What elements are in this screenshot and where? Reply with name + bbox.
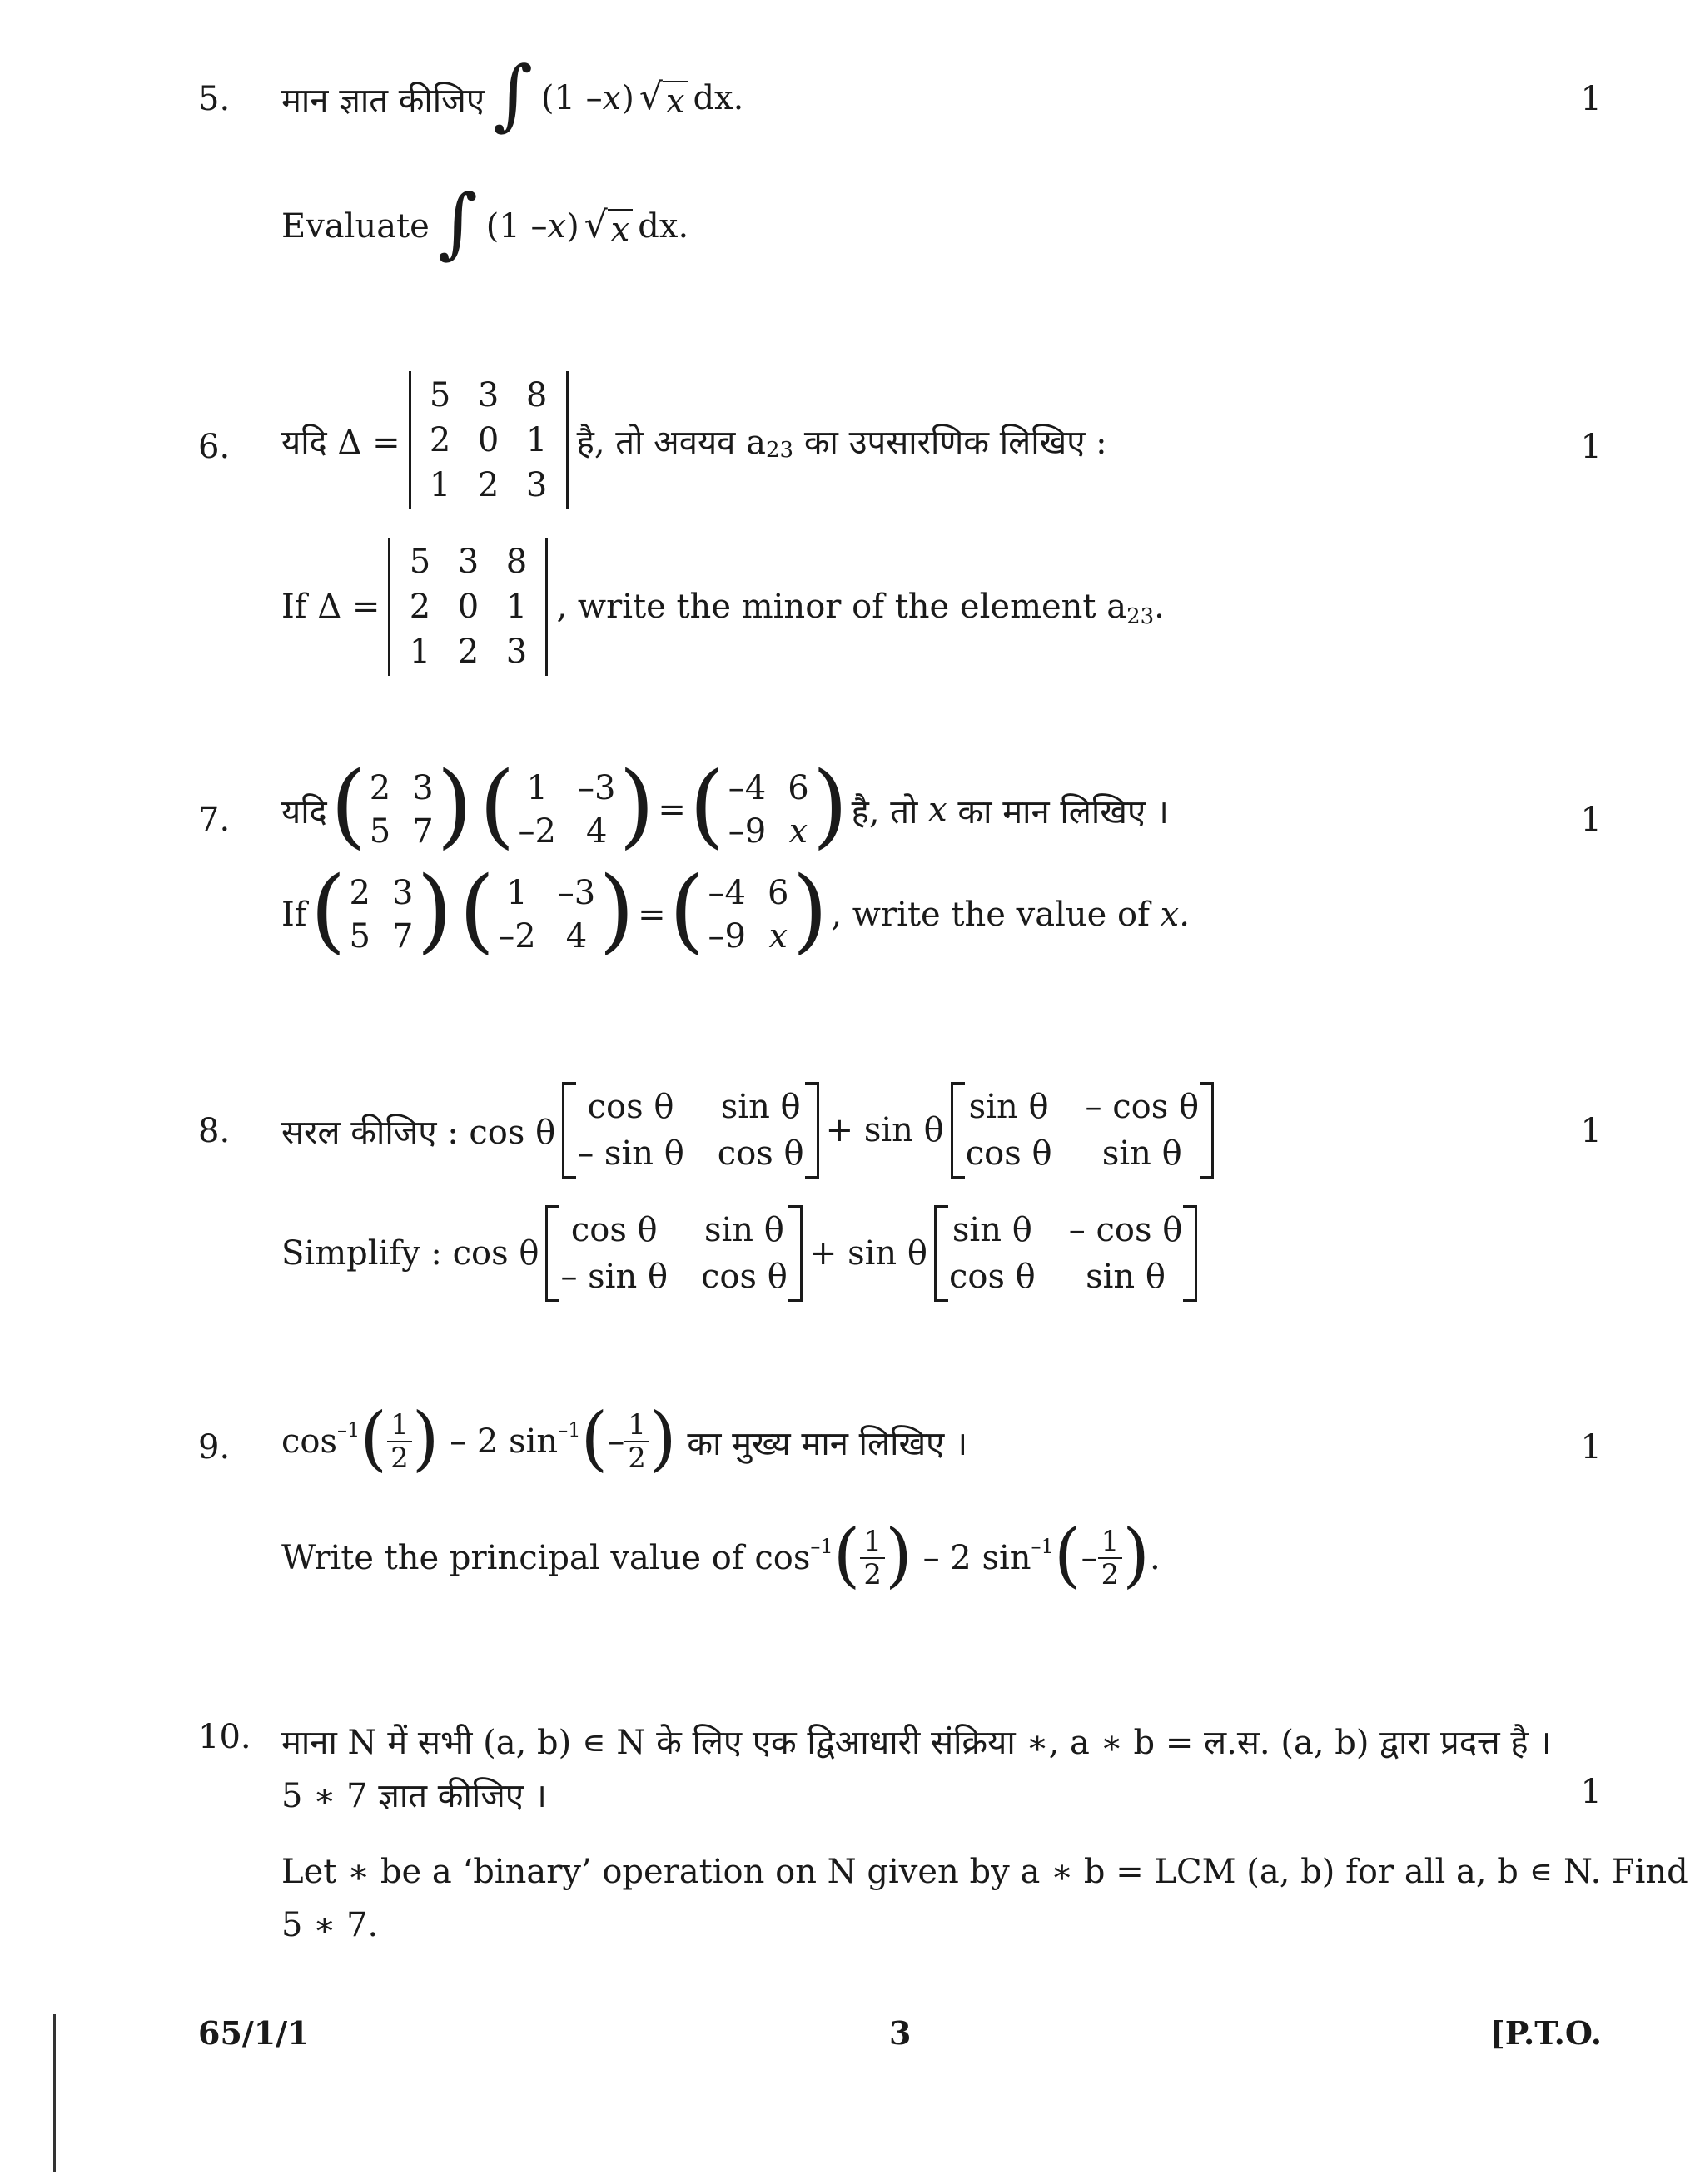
equals-sign: = bbox=[638, 896, 666, 934]
integral-sign: ∫ bbox=[492, 50, 533, 139]
marks-q10: 1 bbox=[1580, 1773, 1602, 1811]
matrix-cell: 3 bbox=[505, 633, 528, 671]
determinant-matrix bbox=[388, 538, 548, 676]
q7-hindi-suffix: है, तो bbox=[851, 792, 918, 831]
q6-english bbox=[281, 538, 1165, 676]
matrix-cell: 7 bbox=[391, 917, 414, 956]
q5-integrand-mid: ) bbox=[566, 207, 579, 246]
minus-two-sin: – 2 sin bbox=[922, 1539, 1031, 1577]
matrix-cell: –4 bbox=[708, 874, 746, 912]
q10-hindi-line1: माना N में सभी (a, b) ∊ N के लिए एक द्विआधारी संक्रिया ∗, a ∗ b = ल.स. (a, b) द्वारा प्रदत्त है । bbox=[281, 1724, 1552, 1762]
matrix-cell: –3 bbox=[557, 874, 596, 912]
cos-inverse: cos bbox=[754, 1539, 811, 1577]
matrix-cell: 5 bbox=[369, 812, 391, 851]
matrix-cell: cos θ bbox=[701, 1258, 788, 1296]
q5-radicand: x bbox=[608, 209, 634, 249]
question-number-9: 9. bbox=[198, 1428, 231, 1467]
q7-english-suffix: , write the value of bbox=[831, 896, 1150, 934]
matrix-cell: cos θ bbox=[570, 1211, 658, 1249]
integral-sign: ∫ bbox=[437, 178, 478, 267]
determinant-matrix bbox=[409, 371, 569, 509]
question-number-7: 7. bbox=[198, 801, 231, 839]
matrix-cell: 3 bbox=[391, 874, 414, 912]
q7-english-prefix: If bbox=[281, 896, 307, 934]
matrix-cell: 2 bbox=[457, 633, 480, 671]
question-number-6: 6. bbox=[198, 428, 231, 466]
inverse-exponent: –1 bbox=[558, 1418, 581, 1442]
fraction-denominator: 2 bbox=[863, 1558, 882, 1591]
matrix-cell: 5 bbox=[429, 376, 451, 414]
matrix-cell: sin θ bbox=[968, 1088, 1049, 1126]
question-number-8: 8. bbox=[198, 1112, 231, 1150]
q5-english-prefix: Evaluate bbox=[281, 207, 430, 246]
minus-two-sin: – 2 sin bbox=[450, 1422, 559, 1461]
marks-q8: 1 bbox=[1580, 1112, 1602, 1150]
fraction-numerator: 1 bbox=[387, 1409, 412, 1442]
matrix-cell: –2 bbox=[498, 917, 536, 956]
matrix-c: ( –4 6 –9 x ) bbox=[669, 856, 828, 963]
matrix-cell: 8 bbox=[505, 543, 528, 581]
matrix-2 bbox=[934, 1205, 1197, 1302]
q5-dx: dx. bbox=[693, 79, 744, 117]
q5-english bbox=[281, 178, 689, 267]
matrix-cell: 1 bbox=[429, 466, 451, 504]
q6-english-sub: 23 bbox=[1126, 604, 1155, 629]
sqrt-x: √ x bbox=[639, 76, 688, 121]
q8-english-prefix: Simplify : cos θ bbox=[281, 1234, 539, 1273]
matrix-cell: cos θ bbox=[948, 1258, 1036, 1296]
negative-sign: – bbox=[608, 1422, 625, 1461]
marks-q9: 1 bbox=[1580, 1428, 1602, 1467]
matrix-cell: –3 bbox=[577, 769, 616, 807]
matrix-cell: 4 bbox=[585, 812, 608, 851]
paper-code: 65/1/1 bbox=[198, 2014, 310, 2052]
fraction-numerator: 1 bbox=[624, 1409, 649, 1442]
q9-hindi-tail: का मुख्य मान लिखिए । bbox=[687, 1424, 968, 1463]
marks-q5: 1 bbox=[1580, 80, 1602, 118]
matrix-cell: 3 bbox=[525, 466, 548, 504]
marks-q7: 1 bbox=[1580, 801, 1602, 839]
matrix-cell: 1 bbox=[506, 874, 528, 912]
negative-sign: – bbox=[1081, 1539, 1098, 1577]
inverse-exponent: –1 bbox=[810, 1535, 833, 1558]
matrix-cell: 0 bbox=[457, 588, 480, 626]
q8-plus-sin: + sin θ bbox=[808, 1234, 927, 1273]
matrix-cell: –4 bbox=[728, 769, 767, 807]
matrix-cell: – cos θ bbox=[1068, 1211, 1183, 1249]
q7-hindi-var: x bbox=[928, 791, 947, 829]
matrix-cell: –9 bbox=[708, 917, 746, 956]
q10-english-line1: Let ∗ be a ‘binary’ operation on N given by a ∗ b = LCM (a, b) for all a, b ∊ N. Find bbox=[281, 1853, 1688, 1891]
matrix-cell: 1 bbox=[525, 421, 548, 459]
q7-hindi-prefix: यदि bbox=[281, 792, 327, 831]
q7-hindi-tail: का मान लिखिए । bbox=[957, 792, 1169, 831]
q8-plus-sin: + sin θ bbox=[825, 1111, 944, 1149]
matrix-cell: 0 bbox=[477, 421, 500, 459]
q6-english-suffix: , write the minor of the element a bbox=[556, 588, 1127, 626]
q7-hindi bbox=[281, 752, 1169, 858]
fraction-half bbox=[624, 1409, 649, 1474]
matrix-cell: 6 bbox=[768, 874, 789, 912]
q5-var-x: x bbox=[602, 79, 622, 117]
q5-radicand: x bbox=[663, 81, 688, 121]
q8-hindi-prefix: सरल कीजिए : cos θ bbox=[281, 1113, 556, 1152]
q8-english bbox=[281, 1205, 1204, 1302]
matrix-cell: 7 bbox=[412, 812, 434, 851]
matrix-cell: cos θ bbox=[965, 1134, 1052, 1173]
matrix-cell: cos θ bbox=[717, 1134, 804, 1173]
q10-hindi-line2: 5 ∗ 7 ज्ञात कीजिए । bbox=[281, 1777, 547, 1815]
q6-hindi-tail: का उपसारणिक लिखिए : bbox=[803, 423, 1107, 462]
page-number: 3 bbox=[889, 2014, 912, 2052]
matrix-cell: cos θ bbox=[587, 1088, 674, 1126]
q9-english-prefix: Write the principal value of bbox=[281, 1539, 744, 1577]
cos-inverse: cos bbox=[281, 1422, 338, 1461]
q6-hindi-suffix: है, तो अवयव a bbox=[576, 423, 766, 462]
q6-hindi-sub: 23 bbox=[766, 438, 794, 463]
matrix-cell: 2 bbox=[477, 466, 500, 504]
matrix-cell: – sin θ bbox=[577, 1134, 684, 1173]
matrix-cell: 2 bbox=[429, 421, 451, 459]
q6-hindi-prefix: यदि Δ = bbox=[281, 423, 400, 462]
matrix-cell: sin θ bbox=[952, 1211, 1032, 1249]
matrix-cell: 2 bbox=[349, 874, 370, 912]
q6-hindi bbox=[281, 371, 1107, 509]
fraction-denominator: 2 bbox=[628, 1442, 646, 1475]
matrix-1 bbox=[562, 1082, 818, 1179]
matrix-cell: 8 bbox=[525, 376, 548, 414]
fraction-numerator: 1 bbox=[1098, 1526, 1123, 1559]
matrix-cell: sin θ bbox=[720, 1088, 801, 1126]
inverse-exponent: –1 bbox=[1031, 1535, 1054, 1558]
matrix-cell: – sin θ bbox=[560, 1258, 669, 1296]
matrix-b: ( 1 –3 –2 4 ) bbox=[459, 856, 635, 963]
matrix-cell: –9 bbox=[728, 812, 767, 851]
matrix-2 bbox=[951, 1082, 1214, 1179]
matrix-c: ( –4 6 –9 x ) bbox=[688, 752, 848, 858]
q5-hindi-prefix: मान ज्ञात कीजिए bbox=[281, 81, 485, 120]
q8-hindi bbox=[281, 1082, 1220, 1179]
matrix-cell: –2 bbox=[518, 812, 556, 851]
matrix-cell: 6 bbox=[788, 769, 809, 807]
q5-var-x: x bbox=[547, 207, 567, 246]
q9-english: Write the principal value of cos –1 ( $\frac{1}{2}$ ) – 2 sin –1 ( – $\frac{1}{2}$ ) . bbox=[281, 1514, 1161, 1596]
fraction-half bbox=[860, 1526, 885, 1591]
q5-integrand-left: (1 – bbox=[485, 207, 548, 246]
fraction-half bbox=[1098, 1526, 1123, 1591]
equals-sign: = bbox=[658, 791, 686, 829]
matrix-cell: sin θ bbox=[1086, 1258, 1166, 1296]
matrix-cell: 3 bbox=[477, 376, 500, 414]
q7-english bbox=[281, 856, 1190, 963]
sqrt-x: √ x bbox=[584, 204, 634, 249]
matrix-a: ( 2 3 5 7 ) bbox=[330, 752, 473, 858]
question-number-5: 5. bbox=[198, 80, 231, 118]
q9-hindi: cos –1 ( $\frac{1}{2}$ ) – 2 sin –1 ( – $\frac{1}{2}$ ) का मुख्य मान लिखिए । bbox=[281, 1397, 968, 1479]
matrix-cell: 4 bbox=[565, 917, 588, 956]
q9-english-tail: . bbox=[1150, 1539, 1161, 1577]
matrix-cell: x bbox=[768, 917, 788, 956]
q10-english-line2: 5 ∗ 7. bbox=[281, 1906, 379, 1944]
matrix-a: ( 2 3 5 7 ) bbox=[310, 856, 453, 963]
fraction-numerator: 1 bbox=[860, 1526, 885, 1559]
matrix-cell: sin θ bbox=[1101, 1134, 1182, 1173]
inverse-exponent: –1 bbox=[337, 1418, 360, 1442]
matrix-cell: 3 bbox=[457, 543, 480, 581]
fraction-half bbox=[387, 1409, 412, 1474]
q7-english-var: x. bbox=[1160, 896, 1190, 934]
fraction-denominator: 2 bbox=[390, 1442, 409, 1475]
matrix-cell: 3 bbox=[412, 769, 434, 807]
q5-hindi bbox=[281, 50, 744, 139]
matrix-cell: 1 bbox=[505, 588, 528, 626]
matrix-cell: sin θ bbox=[703, 1211, 784, 1249]
matrix-cell: – cos θ bbox=[1085, 1088, 1200, 1126]
fraction-denominator: 2 bbox=[1101, 1558, 1120, 1591]
matrix-cell: 5 bbox=[409, 543, 431, 581]
matrix-b: ( 1 –3 –2 4 ) bbox=[479, 752, 655, 858]
margin-rule bbox=[53, 2014, 56, 2172]
q5-integrand-left: (1 – bbox=[540, 79, 603, 117]
matrix-cell: 2 bbox=[369, 769, 391, 807]
matrix-cell: x bbox=[788, 812, 808, 851]
matrix-cell: 1 bbox=[409, 633, 431, 671]
q5-integrand-mid: ) bbox=[621, 79, 634, 117]
q6-english-tail: . bbox=[1154, 588, 1165, 626]
question-number-10: 10. bbox=[198, 1718, 251, 1756]
matrix-1 bbox=[545, 1205, 802, 1302]
please-turn-over: [P.T.O. bbox=[1489, 2014, 1602, 2052]
marks-q6: 1 bbox=[1580, 428, 1602, 466]
matrix-cell: 5 bbox=[349, 917, 370, 956]
q5-dx: dx. bbox=[638, 207, 689, 246]
matrix-cell: 2 bbox=[409, 588, 431, 626]
q6-english-prefix: If Δ = bbox=[281, 588, 380, 626]
matrix-cell: 1 bbox=[526, 769, 548, 807]
